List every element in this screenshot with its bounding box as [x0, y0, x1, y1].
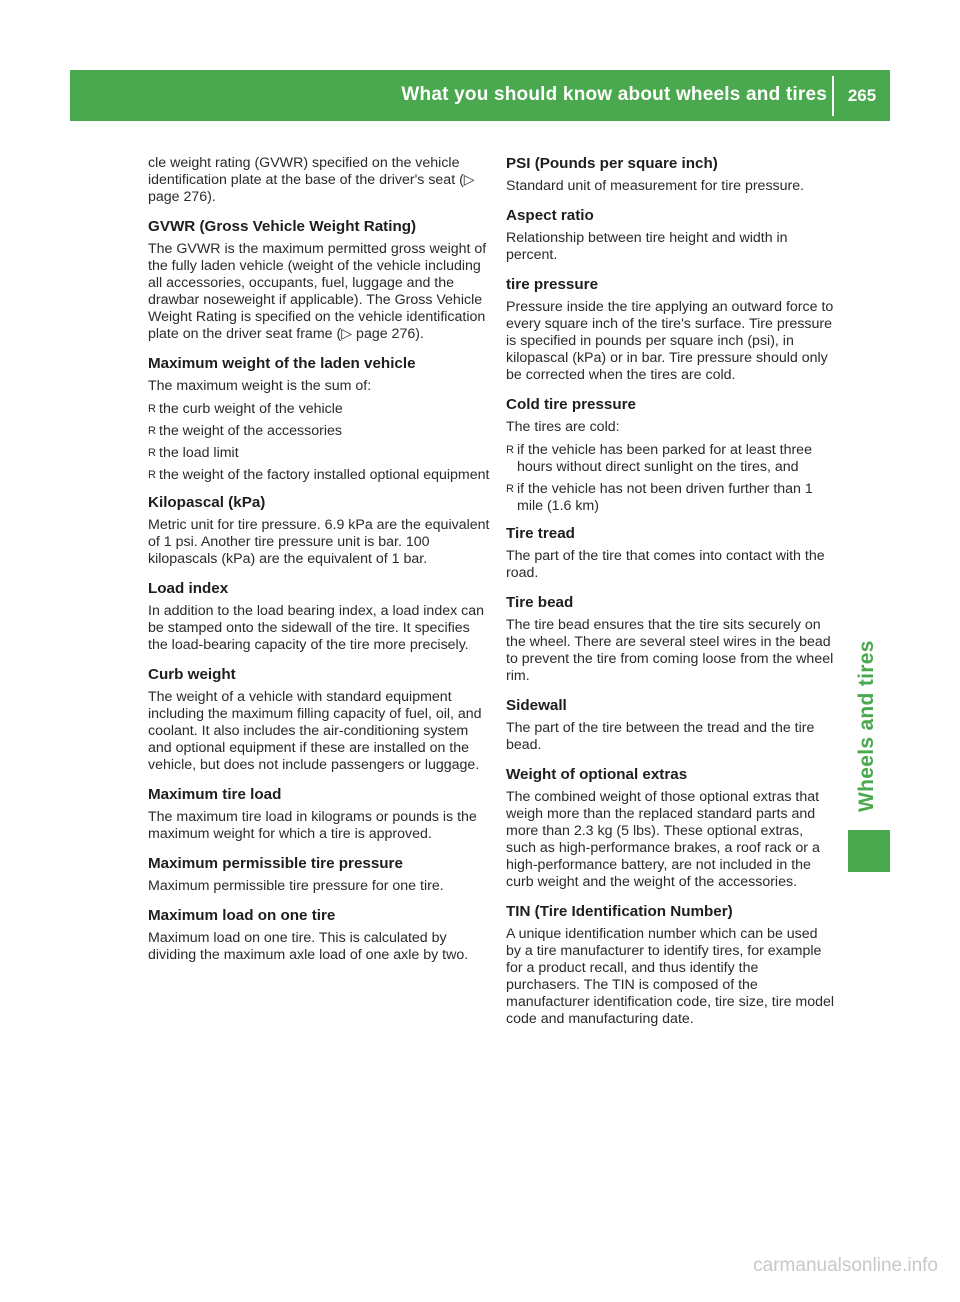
cold-pressure-heading: Cold tire pressure — [506, 396, 636, 413]
psi-text: Standard unit of measurement for tire pressure. — [506, 178, 805, 194]
kpa-text: Metric unit for tire pressure. 6.9 kPa are the equivalent of 1 psi. Another tire pressure unit is bar. 100 kilopascals (kPa) are the equivalent of 1 bar. — [148, 517, 490, 567]
tread-text: The part of the tire that comes into contact with the road. — [506, 548, 825, 581]
max-laden-list — [148, 401, 490, 484]
list-item: R the curb weight of the vehicle — [148, 401, 343, 417]
bullet-icon: R — [148, 469, 156, 481]
bullet-icon: R — [148, 425, 156, 437]
aspect-text: Relationship between tire height and width in percent. — [506, 230, 788, 263]
max-pressure-heading: Maximum permissible tire pressure — [148, 855, 403, 872]
load-index-heading: Load index — [148, 580, 229, 597]
cold-pressure-text: The tires are cold: — [506, 419, 620, 435]
max-laden-heading: Maximum weight of the laden vehicle — [148, 355, 416, 372]
right-column — [506, 155, 836, 1028]
max-tire-load-heading: Maximum tire load — [148, 786, 282, 803]
gvwr-text: The GVWR is the maximum permitted gross weight of the fully laden vehicle (weight of the vehicle including all accessories, occupants, fuel, luggage and the drawbar noseweight if applicable). The Gross Vehicle Weight Rating is specified on the vehicle identification plate on the driver seat frame (▷ page 276). — [148, 241, 487, 342]
bullet-icon: R — [148, 403, 156, 415]
extras-heading: Weight of optional extras — [506, 766, 688, 783]
watermark: carmanualsonline.info — [753, 1255, 938, 1276]
curb-weight-text: The weight of a vehicle with standard equipment including the maximum filling capacity of fuel, oil, and coolant. It also includes the air-conditioning system and optional equipment if these are installed on the vehicle, but does not include passengers or luggage. — [148, 689, 482, 773]
left-column — [148, 155, 490, 964]
list-item: R if the vehicle has been parked for at least three hours without direct sunlight on the tires, and — [506, 442, 812, 475]
bullet-icon: R — [506, 444, 514, 456]
tin-text: A unique identification number which can be used by a tire manufacturer to identify tires, for example for a product recall, and thus identify the purchasers. The TIN is composed of the manufacturer identification code, tire size, tire model code and manufacturing date. — [506, 926, 835, 1027]
max-pressure-text: Maximum permissible tire pressure for one tire. — [148, 878, 444, 894]
gvwr-heading: GVWR (Gross Vehicle Weight Rating) — [148, 218, 417, 235]
bullet-icon: R — [148, 447, 156, 459]
bead-text: The tire bead ensures that the tire sits securely on the wheel. There are several steel wires in the bead to prevent the tire from coming loose from the wheel rim. — [506, 617, 834, 684]
tin-heading: TIN (Tire Identification Number) — [506, 903, 733, 920]
aspect-heading: Aspect ratio — [506, 207, 594, 224]
intro-text: cle weight rating (GVWR) specified on the vehicle identification plate at the base of the driver's seat (▷ page 276). — [148, 155, 475, 205]
kpa-heading: Kilopascal (kPa) — [148, 494, 266, 511]
side-tab-label: Wheels and tires — [855, 640, 878, 812]
side-tab-block — [848, 830, 890, 872]
psi-heading: PSI (Pounds per square inch) — [506, 155, 718, 172]
bead-heading: Tire bead — [506, 594, 574, 611]
side-tab — [847, 622, 887, 812]
list-item: R the load limit — [148, 445, 239, 461]
tire-pressure-heading: tire pressure — [506, 276, 599, 293]
sidewall-text: The part of the tire between the tread and the tire bead. — [506, 720, 815, 753]
cold-pressure-list — [506, 442, 836, 515]
page-number: 265 — [847, 86, 877, 105]
max-laden-text: The maximum weight is the sum of: — [148, 378, 372, 394]
page-title: What you should know about wheels and tires — [401, 84, 827, 105]
tire-pressure-text: Pressure inside the tire applying an outward force to every square inch of the tire's surface. Tire pressure is specified in pounds per square inch (psi), in kilopascal (kPa) or in bar. Tire pressure should only be corrected when the tires are cold. — [506, 299, 834, 383]
curb-weight-heading: Curb weight — [148, 666, 236, 683]
max-tire-load-text: The maximum tire load in kilograms or pounds is the maximum weight for which a tire is approved. — [148, 809, 477, 842]
list-item: R if the vehicle has not been driven further than 1 mile (1.6 km) — [506, 481, 813, 514]
max-load-one-heading: Maximum load on one tire — [148, 907, 336, 924]
extras-text: The combined weight of those optional extras that weigh more than the replaced standard parts and more than 2.3 kg (5 lbs). These optional extras, such as high-performance brakes, a roof rack or a high-performance battery, are not included in the curb weight and the weight of the accessories. — [506, 789, 820, 890]
tread-heading: Tire tread — [506, 525, 575, 542]
sidewall-heading: Sidewall — [506, 697, 567, 714]
max-load-one-text: Maximum load on one tire. This is calculated by dividing the maximum axle load of one axle by two. — [148, 930, 469, 963]
list-item: R the weight of the factory installed optional equipment — [148, 467, 490, 483]
list-item: R the weight of the accessories — [148, 423, 342, 439]
load-index-text: In addition to the load bearing index, a load index can be stamped onto the sidewall of the tire. It specifies the load-bearing capacity of the tire more precisely. — [148, 603, 485, 653]
bullet-icon: R — [506, 483, 514, 495]
